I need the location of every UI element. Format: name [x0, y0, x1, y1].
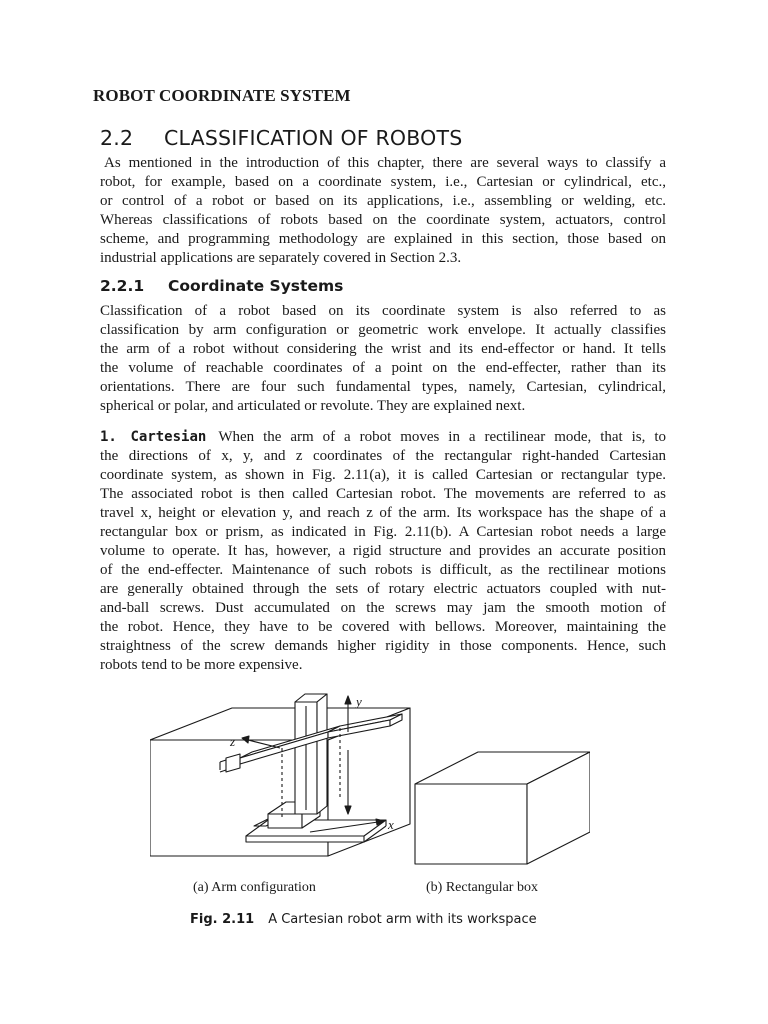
text-line: the volume of reachable coordinates of a point on the end-effecter, rather than its [100, 360, 666, 376]
text-line: The associated robot is then called Cartesian robot. The movements are referred to as [100, 486, 666, 502]
subfigure-caption-a: (a) Arm configuration [193, 880, 316, 895]
text-line: the directions of x, y, and z coordinates of the rectangular right-handed Cartesian [100, 448, 666, 464]
subfigure-caption-b: (b) Rectangular box [426, 880, 538, 895]
text-line: robot, for example, based on a coordinate system, i.e., Cartesian or cylindrical, etc., [100, 174, 666, 190]
text-line: spherical or polar, and articulated or revolute. They are explained next. [100, 398, 526, 414]
figure-label: Fig. 2.11 [190, 912, 255, 927]
text-line: classification by arm configuration or geometric work envelope. It actually classifies [100, 322, 666, 338]
subsection-number: 2.2.1 [100, 277, 145, 295]
text-line: the robot. Hence, they have to be covered with bellows. Moreover, maintaining the [100, 619, 666, 635]
axis-label-y: y [356, 694, 362, 709]
text-line: industrial applications are separately covered in Section 2.3. [100, 250, 462, 266]
axis-label-x: x [388, 817, 394, 832]
subsection-heading [100, 277, 343, 295]
text-line: and-ball screws. Dust accumulated on the screws may jam the smooth motion of [100, 600, 666, 616]
text-line: As mentioned in the introduction of this chapter, there are several ways to classify a [104, 155, 666, 171]
text-line: robots tend to be more expensive. [100, 657, 303, 673]
cartesian-heading: 1. Cartesian [100, 429, 207, 445]
axis-label-z: z [230, 734, 236, 749]
cartesian-first-line: When the arm of a robot moves in a rectilinear mode, that is, to [218, 429, 666, 445]
text-line: orientations. There are four such fundamental types, namely, Cartesian, cylindrical, [100, 379, 666, 395]
text-line: of the end-effecter. Maintenance of such robots is difficult, as the rectilinear motions [100, 562, 666, 578]
figure-caption [190, 912, 537, 927]
section-number: 2.2 [100, 126, 134, 150]
text-line: are generally obtained through the sets of rotary electric actuators coupled with nut- [100, 581, 666, 597]
text-line: scheme, and programming methodology are explained in this section, those based on [100, 231, 666, 247]
text-line: volume to operate. It has, however, a rigid structure and provides an accurate position [100, 543, 666, 559]
text-line: Whereas classifications of robots based on the coordinate system, actuators, control [100, 212, 666, 228]
text-line: the arm of a robot without considering the wrist and its end-effector or hand. It tells [100, 341, 666, 357]
subsection-title: Coordinate Systems [168, 277, 344, 295]
text-line: Classification of a robot based on its coordinate system is also referred to as [100, 303, 666, 319]
text-line: straightness of the screw demands higher rigidity in those components. Hence, such [100, 638, 666, 654]
running-head: ROBOT COORDINATE SYSTEM [93, 86, 351, 105]
section-title: CLASSIFICATION OF ROBOTS [164, 126, 463, 150]
intro-paragraph [100, 154, 666, 268]
text-line: coordinate system, as shown in Fig. 2.11(a), it is called Cartesian or rectangular type. [100, 467, 666, 483]
text-line: travel x, height or elevation y, and reach z of the arm. Its workspace has the shape of a [100, 505, 666, 521]
vertical-column [295, 694, 327, 814]
section-heading [100, 126, 462, 150]
figure-caption-text: A Cartesian robot arm with its workspace [268, 912, 537, 927]
text-line: rectangular box or prism, as indicated in Fig. 2.11(b). A Cartesian robot needs a large [100, 524, 666, 540]
text-line: or control of a robot or based on its applications, i.e., assembling or welding, etc. [100, 193, 666, 209]
coordinate-systems-paragraph [100, 302, 666, 416]
text-line [100, 428, 666, 447]
cartesian-robot-figure [150, 688, 590, 872]
rectangular-box [415, 752, 590, 864]
cartesian-paragraph [100, 428, 666, 675]
